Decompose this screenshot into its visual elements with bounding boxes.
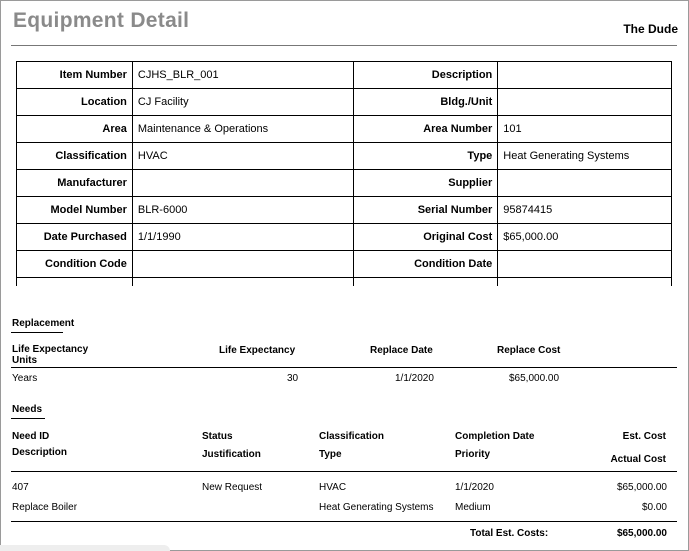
replace-date-header: Replace Date <box>370 345 433 356</box>
equipment-info-table <box>16 61 672 286</box>
area-number-value: 101 <box>498 116 672 143</box>
life-expectancy-units-header: Life Expectancy Units <box>12 344 89 366</box>
classification-value: HVAC <box>132 143 353 170</box>
need-est-cost-value: $65,000.00 <box>616 482 667 493</box>
description-value <box>498 62 672 89</box>
stub-cell <box>132 278 353 286</box>
needs-title-underline <box>11 418 45 419</box>
need-type-value: Heat Generating Systems <box>319 502 434 513</box>
serial-number-value: 95874415 <box>498 197 672 224</box>
status-header: Status <box>202 431 233 442</box>
info-row <box>17 89 672 116</box>
location-label: Location <box>17 89 133 116</box>
need-priority-value: Medium <box>455 502 491 513</box>
supplier-label: Supplier <box>353 170 498 197</box>
replace-cost-header: Replace Cost <box>497 345 561 356</box>
location-value: CJ Facility <box>132 89 353 116</box>
stub-cell <box>498 278 672 286</box>
original-cost-label: Original Cost <box>353 224 498 251</box>
stub-cell <box>17 278 133 286</box>
replace-cost-value: $65,000.00 <box>509 373 560 384</box>
area-number-label: Area Number <box>353 116 498 143</box>
life-expectancy-header: Life Expectancy <box>219 345 296 356</box>
stub-cell <box>353 278 498 286</box>
needs-total-rule <box>11 521 677 522</box>
bldg-unit-value <box>498 89 672 116</box>
replacement-header-rule <box>11 367 677 368</box>
serial-number-label: Serial Number <box>353 197 498 224</box>
info-row <box>17 170 672 197</box>
est-cost-header: Est. Cost <box>622 431 666 442</box>
type-value: Heat Generating Systems <box>498 143 672 170</box>
total-est-costs-value: $65,000.00 <box>616 528 667 539</box>
condition-code-value <box>132 251 353 278</box>
need-id-header: Need ID <box>12 431 50 442</box>
need-status-value: New Request <box>202 482 263 493</box>
life-expectancy-value: 30 <box>287 373 299 384</box>
type-header: Type <box>319 449 342 460</box>
info-row <box>17 116 672 143</box>
manufacturer-value <box>132 170 353 197</box>
item-number-label: Item Number <box>17 62 133 89</box>
item-number-value: CJHS_BLR_001 <box>132 62 353 89</box>
justification-header: Justification <box>202 449 261 460</box>
classification-header: Classification <box>319 431 385 442</box>
info-row <box>17 197 672 224</box>
replacement-title-underline <box>11 332 63 333</box>
info-row <box>17 62 672 89</box>
area-value: Maintenance & Operations <box>132 116 353 143</box>
needs-header-rule <box>11 471 677 472</box>
manufacturer-label: Manufacturer <box>17 170 133 197</box>
info-row <box>17 143 672 170</box>
type-label: Type <box>353 143 498 170</box>
need-classification-value: HVAC <box>319 482 347 493</box>
page-title: Equipment Detail <box>13 9 190 32</box>
user-name: The Dude <box>623 22 678 36</box>
description-label: Description <box>353 62 498 89</box>
need-description-value: Replace Boiler <box>12 502 78 513</box>
description-header: Description <box>12 447 68 458</box>
header-divider <box>11 45 677 46</box>
replace-date-value: 1/1/2020 <box>395 373 434 384</box>
total-est-costs-label: Total Est. Costs: <box>470 528 549 539</box>
model-number-value: BLR-6000 <box>132 197 353 224</box>
need-completion-date-value: 1/1/2020 <box>455 482 494 493</box>
priority-header: Priority <box>455 449 491 460</box>
info-table-stub <box>17 278 672 286</box>
area-label: Area <box>17 116 133 143</box>
completion-date-header: Completion Date <box>455 431 535 442</box>
window-corner-tab <box>0 545 170 551</box>
date-purchased-label: Date Purchased <box>17 224 133 251</box>
condition-date-label: Condition Date <box>353 251 498 278</box>
date-purchased-value: 1/1/1990 <box>132 224 353 251</box>
need-id-value: 407 <box>12 482 29 493</box>
need-actual-cost-value: $0.00 <box>641 502 667 513</box>
condition-code-label: Condition Code <box>17 251 133 278</box>
life-expectancy-units-value: Years <box>12 373 38 384</box>
info-row <box>17 224 672 251</box>
actual-cost-header: Actual Cost <box>610 454 666 465</box>
info-row <box>17 251 672 278</box>
supplier-value <box>498 170 672 197</box>
original-cost-value: $65,000.00 <box>498 224 672 251</box>
model-number-label: Model Number <box>17 197 133 224</box>
classification-label: Classification <box>17 143 133 170</box>
replacement-section-title: Replacement <box>12 318 75 329</box>
condition-date-value <box>498 251 672 278</box>
needs-section-title: Needs <box>12 404 43 415</box>
bldg-unit-label: Bldg./Unit <box>353 89 498 116</box>
